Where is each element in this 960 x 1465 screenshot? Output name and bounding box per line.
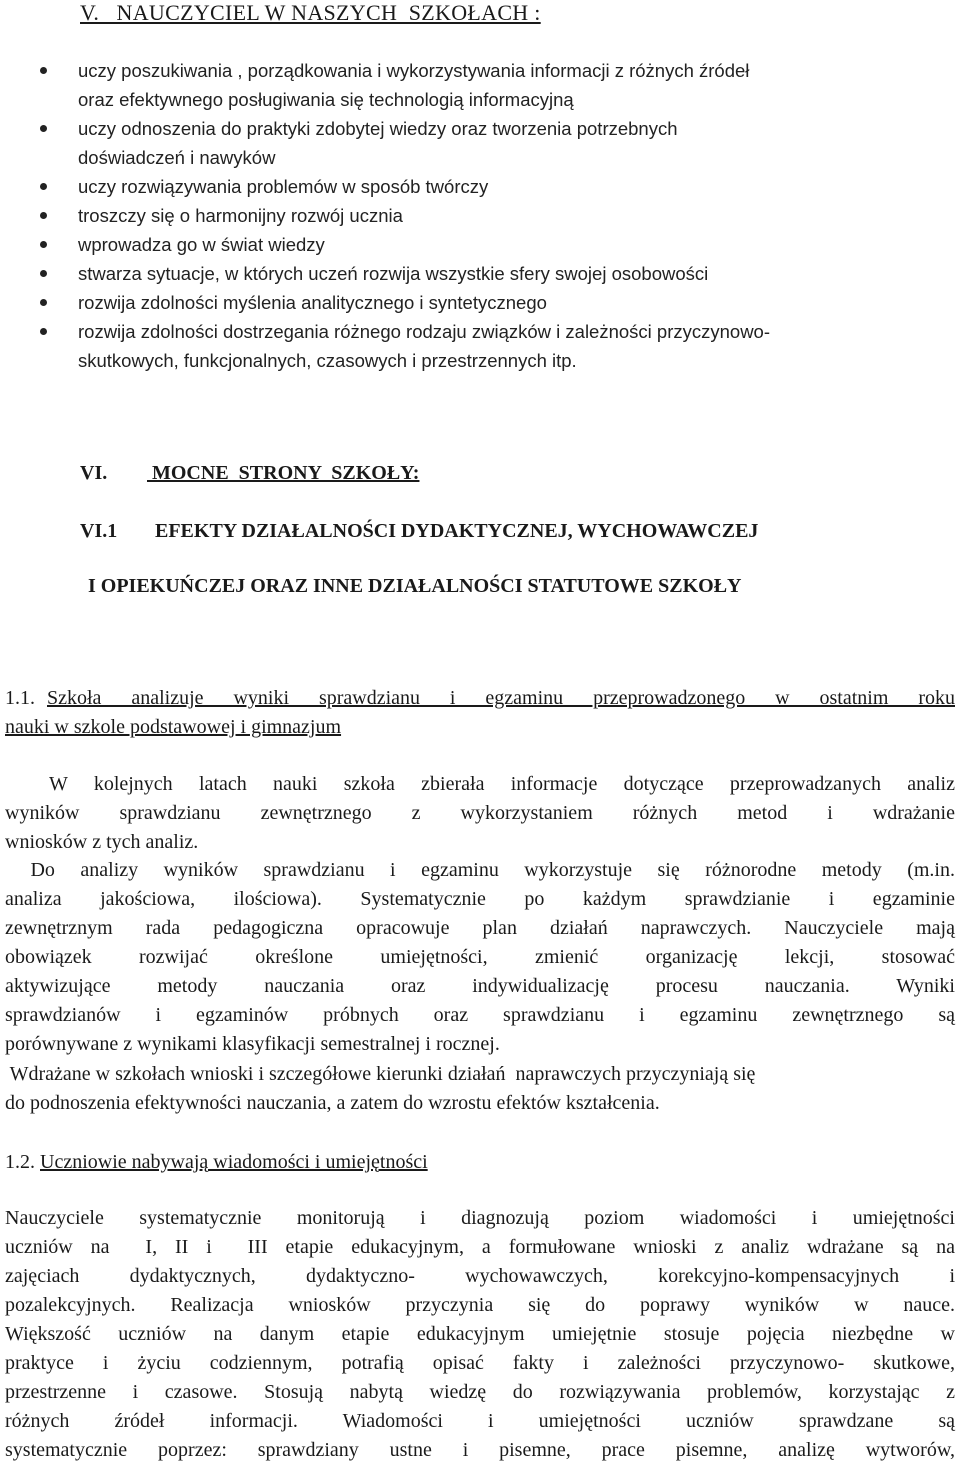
bullet-icon	[40, 270, 47, 277]
paragraph-analysis-history: W kolejnych latach nauki szkoła zbierała informacje dotyczące przeprowadzanych analiz wyników sprawdzianu zewnętrznego z wykorzystaniem różnych metod i wdrażanie wniosków z tych analiz.	[5, 773, 955, 853]
paragraph-student-knowledge: Nauczyciele systematycznie monitorują i diagnozują poziom wiadomości i umiejętności uczniów na I, II i III etapie edukacyjnym, a formułowane wnioski z analiz wdrażane są na zajęciach dydaktycznych, dydaktyczno- wychowawczych, korekcyjno-kompensacyjnych i pozalekcyjnych. Realizacja wniosków przyczynia się do poprawy wyników w nauce. Większość uczniów na danym etapie edukacyjnym umiejętnie stosuje pojęcia niezbędne w praktyce i życiu codziennym, potrafią opisać fakty i zależności przyczynowo- skutkowe, przestrzenne i czasowe. Stosują nabytą wiedzę do rozwiązywania problemów, korzystając z różnych źródeł informacji. Wiadomości i umiejętności uczniów sprawdzane są systematycznie poprzez: sprawdziany ustne i pisemne, prace pisemne, analizę wytworów,	[5, 1207, 955, 1461]
list-item: uczy poszukiwania , porządkowania i wykorzystywania informacji z różnych źródeł oraz efektywnego posługiwania się technologią informacyjną	[40, 56, 960, 114]
subsection-1-1-title-cont: nauki w szkole podstawowej i gimnazjum	[5, 716, 342, 738]
section-v-heading: V. NAUCZYCIEL W NASZYCH SZKOŁACH :	[80, 0, 541, 25]
bullet-icon	[40, 212, 47, 219]
paragraph-analysis-methods: Do analizy wyników sprawdzianu i egzaminu wykorzystuje się różnorodne metody (m.in. analiza jakościowa, ilościowa). Systematycznie po każdym sprawdzianie i egzaminie zewnętrznym rada pedagogiczna opracowuje plan działań naprawczych. Nauczyciele mają obowiązek rozwijać określone umiejętności, zmienić organizację lekcji, stosować aktywizujące metody nauczania oraz indywidualizację procesu nauczania. Wyniki sprawdzianów i egzaminów próbnych oraz sprawdzianu i egzaminu zewnętrznego są porównywane z wynikami klasyfikacji semestralnej i rocznej.	[5, 859, 955, 1055]
bullet-icon	[40, 299, 47, 306]
list-item: uczy rozwiązywania problemów w sposób twórczy	[40, 172, 960, 201]
list-item: rozwija zdolności myślenia analitycznego i syntetycznego	[40, 288, 960, 317]
subsection-1-2-number: 1.2.	[5, 1151, 35, 1173]
section-vi1-number: VI.1	[80, 520, 118, 542]
list-item: rozwija zdolności dostrzegania różnego rodzaju związków i zależności przyczynowo- skutkowych, funkcjonalnych, czasowych i przestrzennych itp.	[40, 317, 960, 375]
list-item: uczy odnoszenia do praktyki zdobytej wiedzy oraz tworzenia potrzebnych doświadczeń i nawyków	[40, 114, 960, 172]
list-item: troszczy się o harmonijny rozwój ucznia	[40, 201, 960, 230]
teacher-bullet-list	[40, 56, 960, 375]
subsection-1-1-number: 1.1.	[5, 687, 35, 709]
list-item: stwarza sytuacje, w których uczeń rozwija wszystkie sfery swojej osobowości	[40, 259, 960, 288]
subsection-1-2-title: Uczniowie nabywają wiadomości i umiejętności	[40, 1151, 428, 1173]
subsection-1-1-title: Szkoła analizuje wyniki sprawdzianu i egzaminu przeprowadzonego w ostatnim roku	[47, 687, 955, 709]
subsection-1-2-heading	[5, 1148, 428, 1177]
section-vi1-title-line1: EFEKTY DZIAŁALNOŚCI DYDAKTYCZNEJ, WYCHOWAWCZEJ	[155, 520, 759, 542]
bullet-icon	[40, 241, 47, 248]
bullet-icon	[40, 183, 47, 190]
list-item: wprowadza go w świat wiedzy	[40, 230, 960, 259]
paragraph-conclusions: Wdrażane w szkołach wnioski i szczegółowe kierunki działań naprawczych przyczyniają się do podnoszenia efektywności nauczania, a zatem do wzrostu efektów kształcenia.	[5, 1063, 756, 1114]
bullet-icon	[40, 67, 47, 74]
bullet-icon	[40, 125, 47, 132]
section-vi-number: VI.	[80, 462, 108, 484]
subsection-1-1-heading	[5, 684, 955, 742]
bullet-icon	[40, 328, 47, 335]
section-vi1-title-line2: I OPIEKUŃCZEJ ORAZ INNE DZIAŁALNOŚCI STATUTOWE SZKOŁY	[88, 575, 742, 597]
section-vi-title: MOCNE STRONY SZKOŁY:	[147, 462, 420, 484]
